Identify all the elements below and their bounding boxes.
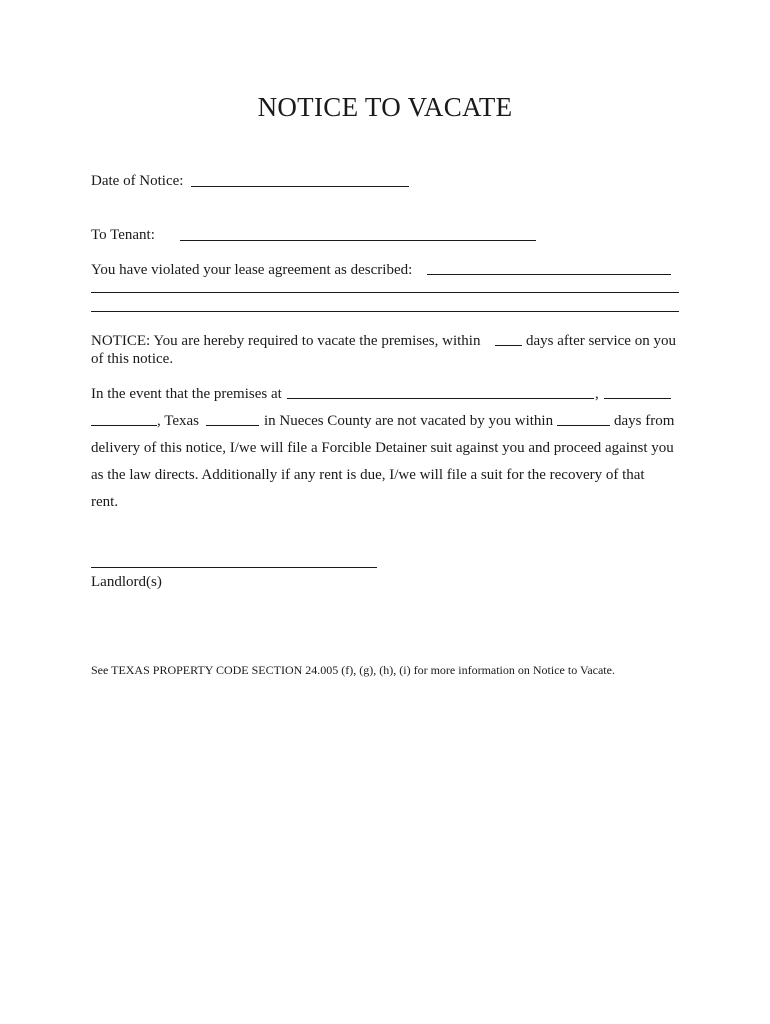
texas-label: , Texas bbox=[157, 413, 199, 429]
violation-blank-2[interactable] bbox=[91, 292, 679, 293]
event-prefix: In the event that the premises at bbox=[91, 386, 282, 402]
days-from-text: days from bbox=[614, 413, 675, 429]
document-title: NOTICE TO VACATE bbox=[257, 92, 513, 122]
violation-blank-3[interactable] bbox=[91, 311, 679, 312]
vacate-days-blank[interactable] bbox=[495, 345, 522, 346]
premises-address-blank[interactable] bbox=[287, 398, 594, 399]
days-from-delivery-blank[interactable] bbox=[557, 425, 610, 426]
premises-city-blank-2[interactable] bbox=[91, 425, 157, 426]
premises-city-blank-1[interactable] bbox=[604, 398, 671, 399]
notice-line-1: NOTICE: You are hereby required to vacate the premises, within bbox=[91, 333, 481, 349]
violation-label: You have violated your lease agreement as described: bbox=[91, 262, 413, 278]
tenant-name-blank[interactable] bbox=[180, 240, 536, 241]
county-text: in Nueces County are not vacated by you within bbox=[264, 413, 554, 429]
date-of-notice-label: Date of Notice: bbox=[91, 173, 184, 189]
notice-days-after: days after service on you bbox=[526, 333, 676, 349]
date-of-notice-blank[interactable] bbox=[191, 186, 409, 187]
notice-line-2: of this notice. bbox=[91, 351, 174, 367]
violation-blank-1[interactable] bbox=[427, 274, 671, 275]
delivery-line: delivery of this notice, I/we will file a Forcible Detainer suit against you and proceed against you bbox=[91, 440, 674, 456]
law-line: as the law directs. Additionally if any rent is due, I/we will file a suit for the recovery of that bbox=[91, 467, 645, 483]
property-code-note: See TEXAS PROPERTY CODE SECTION 24.005 (f), (g), (h), (i) for more information on Notice to Vacate. bbox=[91, 663, 615, 677]
landlord-label: Landlord(s) bbox=[91, 574, 162, 590]
to-tenant-label: To Tenant: bbox=[91, 227, 155, 243]
event-comma: , bbox=[595, 386, 599, 402]
landlord-signature-line[interactable] bbox=[91, 567, 377, 568]
rent-line: rent. bbox=[91, 494, 119, 510]
zip-code-blank[interactable] bbox=[206, 425, 259, 426]
